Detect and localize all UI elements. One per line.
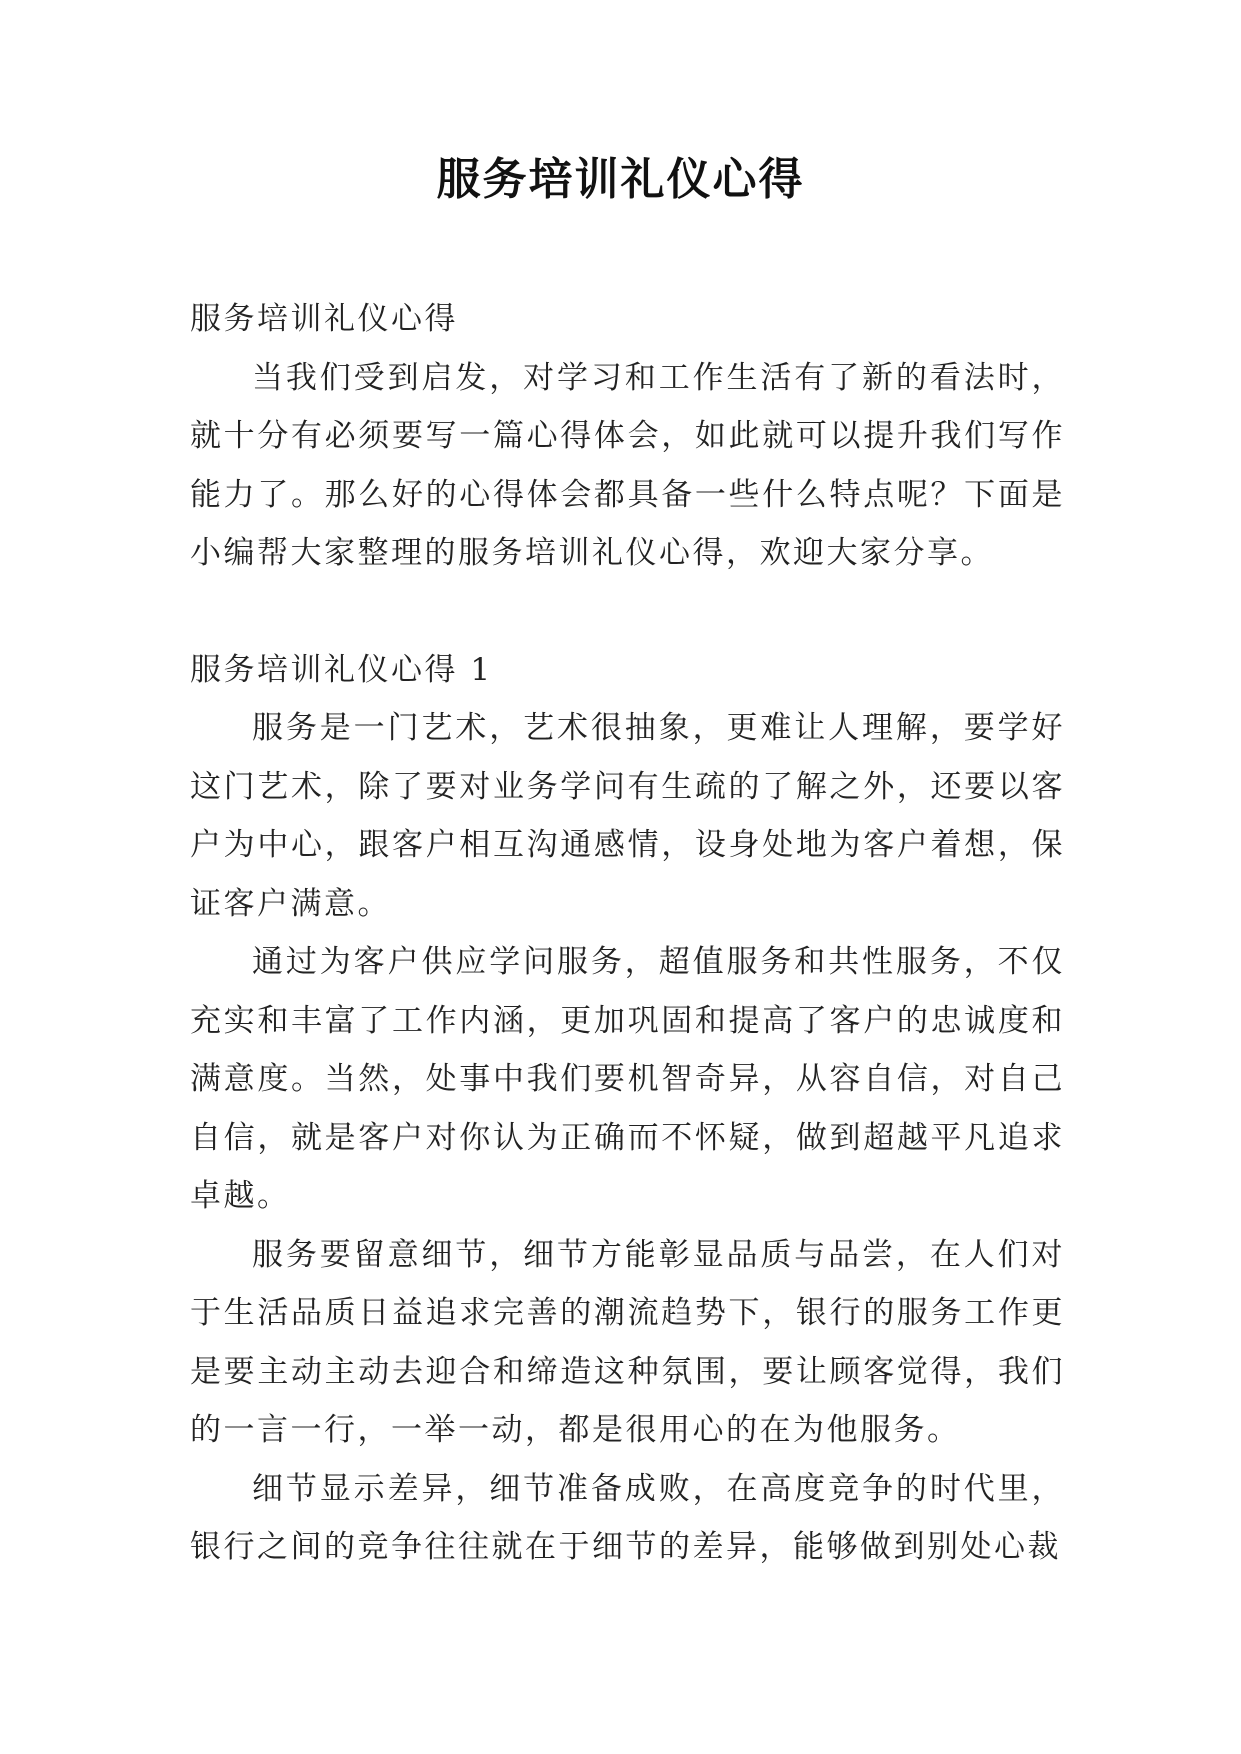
body-paragraph: 通过为客户供应学问服务，超值服务和共性服务，不仅充实和丰富了工作内涵，更加巩固和提高了客户的忠诚度和满意度。当然，处事中我们要机智奇异，从容自信，对自己自信，就是客户对你认为正确而不怀疑，做到超越平凡追求卓越。 [190,944,1065,1214]
section-heading: 服务培训礼仪心得 1 [190,651,493,688]
body-paragraph: 服务是一门艺术，艺术很抽象，更难让人理解，要学好这门艺术，除了要对业务学问有生疏的了解之外，还要以客户为中心，跟客户相互沟通感情，设身处地为客户着想，保证客户满意。 [190,710,1065,922]
body-paragraph: 细节显示差异，细节准备成败，在高度竞争的时代里，银行之间的竞争往往就在于细节的差异，能够做到别处心裁 [190,1470,1065,1565]
intro-paragraph: 当我们受到启发，对学习和工作生活有了新的看法时，就十分有必须要写一篇心得体会，如此就可以提升我们写作能力了。那么好的心得体会都具备一些什么特点呢？下面是小编帮大家整理的服务培训礼仪心得，欢迎大家分享。 [190,359,1065,571]
document-title: 服务培训礼仪心得 [436,154,805,205]
intro-heading: 服务培训礼仪心得 [190,301,458,337]
document-body [190,290,1065,1577]
body-paragraph: 服务要留意细节，细节方能彰显品质与品尝，在人们对于生活品质日益追求完善的潮流趋势下，银行的服务工作更是要主动主动去迎合和缔造这种氛围，要让顾客觉得，我们的一言一行，一举一动，都是很用心的在为他服务。 [190,1236,1065,1448]
